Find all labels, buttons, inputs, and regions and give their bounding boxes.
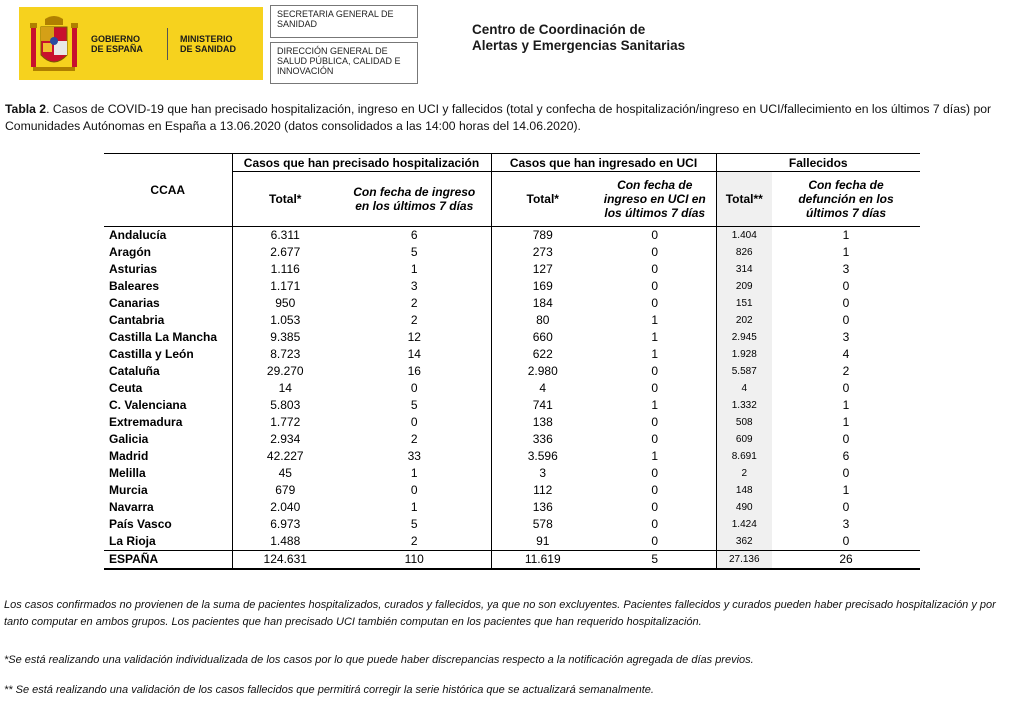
total-uci-cell: 138 [491, 414, 594, 431]
group-header-uci: Casos que han ingresado en UCI [491, 154, 716, 172]
7d-uci-cell: 0 [651, 466, 659, 480]
total-fallecidos-cell: 362 [716, 533, 772, 551]
government-logo [19, 7, 263, 80]
coat-of-arms-icon [29, 13, 79, 75]
total-uci-cell: 91 [491, 533, 594, 551]
total-hospitalizacion-cell: 2.677 [232, 244, 338, 261]
table-row [104, 295, 920, 312]
secretaria-box: SECRETARIA GENERAL DE SANIDAD [270, 5, 418, 38]
7d-uci-cell: 5 [594, 551, 716, 570]
table-row [104, 227, 920, 245]
table-row [104, 244, 920, 261]
total-uci-cell: 4 [491, 380, 594, 397]
7d-fallecidos-cell: 3 [842, 262, 850, 276]
centro-title: Centro de Coordinación de Alertas y Emergencias Sanitarias [472, 22, 686, 53]
7d-hospitalizacion-cell: 12 [407, 330, 421, 344]
ccaa-cell: Castilla La Mancha [109, 330, 218, 344]
total-hospitalizacion-cell: 45 [232, 465, 338, 482]
7d-hospitalizacion-cell: 5 [410, 398, 418, 412]
note-casos: Los casos confirmados no provienen de la suma de pacientes hospitalizados, curados y fallecidos, ya que no son excluyentes. Pacientes fallecidos y curados pueden haber precisado hospitalización y por tanto computar en ambos grupos. Los pacientes que han precisado UCI también computan en los pacientes que han requerido hospitalización. [4, 599, 996, 628]
7d-fallecidos-cell: 26 [772, 551, 920, 570]
7d-hospitalizacion-cell: 3 [410, 279, 418, 293]
7d-hospitalizacion-cell: 2 [410, 432, 418, 446]
ccaa-cell: País Vasco [109, 517, 172, 531]
total-fallecidos-cell: 1.928 [716, 346, 772, 363]
total-fallecidos-cell: 1.332 [716, 397, 772, 414]
7d-hospitalizacion-cell: 2 [410, 296, 418, 310]
table-row [104, 499, 920, 516]
7d-fallecidos-cell: 3 [842, 330, 850, 344]
table-row [104, 465, 920, 482]
total-hospitalizacion-cell: 950 [232, 295, 338, 312]
table-row [104, 363, 920, 380]
7d-fallecidos-cell: 1 [842, 483, 850, 497]
note-validacion: *Se está realizando una validación individualizada de los casos por lo que puede haber discrepancias respecto a la notificación agregada de días previos. [4, 654, 754, 666]
total-fallecidos-cell: 8.691 [716, 448, 772, 465]
table-row [104, 533, 920, 551]
7d-fallecidos-cell: 0 [842, 381, 850, 395]
7d-uci-cell: 1 [651, 347, 659, 361]
7d-hospitalizacion-cell: 1 [410, 466, 418, 480]
7d-hospitalizacion-cell: 16 [407, 364, 421, 378]
total-hospitalizacion-cell: 8.723 [232, 346, 338, 363]
total-uci-cell: 112 [491, 482, 594, 499]
total-uci-cell: 3 [491, 465, 594, 482]
table-row [104, 380, 920, 397]
header-7d-fallecidos: Con fecha de defunción en los últimos 7 días [772, 172, 920, 227]
total-fallecidos-cell: 1.404 [716, 227, 772, 245]
total-fallecidos-cell: 1.424 [716, 516, 772, 533]
7d-uci-cell: 0 [651, 296, 659, 310]
7d-fallecidos-cell: 6 [842, 449, 850, 463]
total-fallecidos-cell: 202 [716, 312, 772, 329]
7d-hospitalizacion-cell: 2 [410, 313, 418, 327]
7d-hospitalizacion-cell: 5 [410, 517, 418, 531]
total-hospitalizacion-cell: 6.311 [232, 227, 338, 245]
7d-hospitalizacion-cell: 0 [410, 381, 418, 395]
table-body [104, 227, 920, 570]
ccaa-cell: Madrid [109, 449, 149, 463]
7d-fallecidos-cell: 0 [842, 466, 850, 480]
total-uci-cell: 184 [491, 295, 594, 312]
7d-hospitalizacion-cell: 1 [410, 500, 418, 514]
ccaa-cell: Murcia [109, 483, 148, 497]
7d-uci-cell: 0 [651, 415, 659, 429]
ccaa-cell: Baleares [109, 279, 160, 293]
table-caption [5, 101, 1019, 135]
7d-hospitalizacion-cell: 6 [410, 228, 418, 242]
table-row [104, 482, 920, 499]
7d-fallecidos-cell: 1 [842, 415, 850, 429]
ccaa-cell: Galicia [109, 432, 149, 446]
caption-text: . Casos de COVID-19 que han precisado hospitalización, ingreso en UCI y fallecidos (total y confecha de hospitalización/ingreso en UCI/fallecimiento en los últimos 7 días) por Comunidades Autónomas en España a 13.06.2020 (datos consolidados a las 14:00 horas del 14.06.2020). [5, 102, 992, 133]
table-row [104, 278, 920, 295]
7d-hospitalizacion-cell: 2 [410, 534, 418, 548]
total-uci-cell: 3.596 [491, 448, 594, 465]
7d-uci-cell: 0 [651, 262, 659, 276]
total-fallecidos-cell: 5.587 [716, 363, 772, 380]
7d-uci-cell: 1 [651, 330, 659, 344]
7d-uci-cell: 1 [651, 313, 659, 327]
header-total-fallecidos: Total** [716, 172, 772, 227]
7d-fallecidos-cell: 0 [842, 313, 850, 327]
7d-fallecidos-cell: 0 [842, 296, 850, 310]
total-hospitalizacion-cell: 1.772 [232, 414, 338, 431]
gobierno-label: GOBIERNO DE ESPAÑA [91, 33, 143, 54]
7d-hospitalizacion-cell: 0 [410, 483, 418, 497]
total-uci-cell: 136 [491, 499, 594, 516]
header-7d-uci: Con fecha de ingreso en UCI en los últimos 7 días [594, 172, 716, 227]
header-total-hospitalizacion: Total* [232, 172, 338, 227]
total-fallecidos-cell: 609 [716, 431, 772, 448]
7d-uci-cell: 0 [651, 517, 659, 531]
total-uci-cell: 336 [491, 431, 594, 448]
total-uci-cell: 127 [491, 261, 594, 278]
total-fallecidos-cell: 508 [716, 414, 772, 431]
total-uci-cell: 2.980 [491, 363, 594, 380]
total-uci-cell: 622 [491, 346, 594, 363]
7d-hospitalizacion-cell: 5 [410, 245, 418, 259]
7d-uci-cell: 0 [651, 364, 659, 378]
total-fallecidos-cell: 4 [716, 380, 772, 397]
covid-table [104, 153, 920, 570]
ministerio-label: MINISTERIO DE SANIDAD [167, 28, 250, 60]
total-hospitalizacion-cell: 1.488 [232, 533, 338, 551]
total-uci-cell: 741 [491, 397, 594, 414]
total-hospitalizacion-cell: 2.934 [232, 431, 338, 448]
total-fallecidos-cell: 27.136 [716, 551, 772, 570]
ccaa-cell: C. Valenciana [109, 398, 187, 412]
table-row [104, 431, 920, 448]
total-fallecidos-cell: 2.945 [716, 329, 772, 346]
7d-uci-cell: 1 [651, 449, 659, 463]
7d-fallecidos-cell: 4 [842, 347, 850, 361]
7d-fallecidos-cell: 0 [842, 534, 850, 548]
total-hospitalizacion-cell: 1.116 [232, 261, 338, 278]
header-ccaa: CCAA [104, 154, 232, 227]
total-hospitalizacion-cell: 42.227 [232, 448, 338, 465]
total-hospitalizacion-cell: 1.171 [232, 278, 338, 295]
caption-label: Tabla 2 [5, 102, 47, 116]
7d-uci-cell: 0 [651, 483, 659, 497]
7d-fallecidos-cell: 1 [842, 398, 850, 412]
total-row [104, 551, 920, 570]
ccaa-cell: Melilla [109, 466, 146, 480]
note-fallecidos: ** Se está realizando una validación de los casos fallecidos que permitirá corregir la serie histórica que se actualizará semanalmente. [4, 684, 654, 696]
ccaa-cell: Extremadura [109, 415, 183, 429]
7d-uci-cell: 1 [651, 398, 659, 412]
total-uci-cell: 169 [491, 278, 594, 295]
total-hospitalizacion-cell: 5.803 [232, 397, 338, 414]
total-uci-cell: 273 [491, 244, 594, 261]
table-row [104, 448, 920, 465]
7d-uci-cell: 0 [651, 534, 659, 548]
7d-uci-cell: 0 [651, 228, 659, 242]
7d-hospitalizacion-cell: 110 [338, 551, 491, 570]
total-uci-cell: 80 [491, 312, 594, 329]
total-hospitalizacion-cell: 6.973 [232, 516, 338, 533]
7d-uci-cell: 0 [651, 245, 659, 259]
total-fallecidos-cell: 314 [716, 261, 772, 278]
total-uci-cell: 789 [491, 227, 594, 245]
ccaa-cell: ESPAÑA [104, 551, 232, 570]
7d-fallecidos-cell: 1 [842, 245, 850, 259]
7d-uci-cell: 0 [651, 381, 659, 395]
ccaa-cell: La Rioja [109, 534, 156, 548]
group-header-fallecidos: Fallecidos [716, 154, 920, 172]
ccaa-cell: Aragón [109, 245, 151, 259]
total-hospitalizacion-cell: 29.270 [232, 363, 338, 380]
7d-hospitalizacion-cell: 33 [407, 449, 421, 463]
total-hospitalizacion-cell: 124.631 [232, 551, 338, 570]
table-row [104, 414, 920, 431]
ccaa-cell: Castilla y León [109, 347, 194, 361]
total-uci-cell: 11.619 [491, 551, 594, 570]
table-row [104, 516, 920, 533]
7d-uci-cell: 0 [651, 432, 659, 446]
total-uci-cell: 660 [491, 329, 594, 346]
ccaa-cell: Cataluña [109, 364, 160, 378]
total-fallecidos-cell: 2 [716, 465, 772, 482]
total-hospitalizacion-cell: 9.385 [232, 329, 338, 346]
ccaa-cell: Andalucía [109, 228, 167, 242]
7d-hospitalizacion-cell: 1 [410, 262, 418, 276]
total-fallecidos-cell: 148 [716, 482, 772, 499]
table-row [104, 329, 920, 346]
ccaa-cell: Asturias [109, 262, 158, 276]
ccaa-cell: Cantabria [109, 313, 165, 327]
7d-hospitalizacion-cell: 14 [407, 347, 421, 361]
7d-fallecidos-cell: 0 [842, 432, 850, 446]
7d-fallecidos-cell: 0 [842, 500, 850, 514]
total-hospitalizacion-cell: 2.040 [232, 499, 338, 516]
table-row [104, 261, 920, 278]
ccaa-cell: Canarias [109, 296, 160, 310]
7d-fallecidos-cell: 0 [842, 279, 850, 293]
ccaa-cell: Ceuta [109, 381, 143, 395]
7d-fallecidos-cell: 3 [842, 517, 850, 531]
7d-uci-cell: 0 [651, 279, 659, 293]
document-header [0, 0, 1024, 92]
direccion-box: DIRECCIÓN GENERAL DE SALUD PÚBLICA, CALIDAD E INNOVACIÓN [270, 42, 418, 84]
total-fallecidos-cell: 490 [716, 499, 772, 516]
table-row [104, 397, 920, 414]
header-7d-hospitalizacion: Con fecha de ingreso en los últimos 7 días [338, 172, 491, 227]
table-row [104, 312, 920, 329]
7d-fallecidos-cell: 1 [842, 228, 850, 242]
total-fallecidos-cell: 826 [716, 244, 772, 261]
total-hospitalizacion-cell: 1.053 [232, 312, 338, 329]
7d-fallecidos-cell: 2 [842, 364, 850, 378]
total-hospitalizacion-cell: 679 [232, 482, 338, 499]
total-fallecidos-cell: 151 [716, 295, 772, 312]
ccaa-cell: Navarra [109, 500, 154, 514]
total-fallecidos-cell: 209 [716, 278, 772, 295]
header-total-uci: Total* [491, 172, 594, 227]
7d-uci-cell: 0 [651, 500, 659, 514]
total-hospitalizacion-cell: 14 [232, 380, 338, 397]
7d-hospitalizacion-cell: 0 [410, 415, 418, 429]
group-header-hospitalizacion: Casos que han precisado hospitalización [232, 154, 491, 172]
table-row [104, 346, 920, 363]
total-uci-cell: 578 [491, 516, 594, 533]
